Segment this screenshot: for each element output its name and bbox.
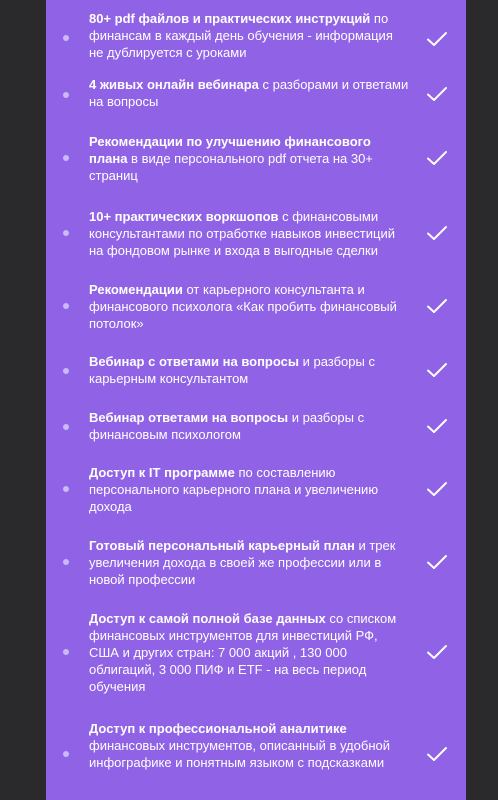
bullet-dot-icon — [63, 35, 69, 41]
bullet-dot-icon — [63, 303, 69, 309]
bullet-dot-icon — [63, 92, 69, 98]
feature-text: Рекомендации по улучшению финансового плана в виде персонального pdf отчета на 30+ страниц — [89, 134, 373, 183]
feature-text: 10+ практических воркшопов с финансовыми консультантами по отработке навыков инвестиций на фондовом рынке и входа в выгодные сделки — [89, 209, 395, 258]
checkmark-icon — [426, 31, 448, 47]
feature-text: Готовый персональный карьерный план и трек увеличения дохода в своей же профессии или в новой профессии — [89, 538, 396, 587]
checkmark-icon — [426, 481, 448, 497]
bullet-dot-icon — [63, 559, 69, 565]
checkmark-icon — [426, 86, 448, 102]
bullet-dot-icon — [63, 649, 69, 655]
feature-text: Доступ к самой полной базе данных со списком финансовых инструментов для инвестиций РФ, США и других стран: 7 000 акций , 130 000 облигаций, 3 000 ПИФ и ETF - на весь период обучения — [89, 611, 397, 694]
bullet-dot-icon — [63, 368, 69, 374]
checkmark-icon — [426, 554, 448, 570]
features-panel — [46, 0, 466, 800]
checkmark-icon — [426, 225, 448, 241]
bullet-dot-icon — [63, 424, 69, 430]
checkmark-icon — [426, 644, 448, 660]
feature-text: Вебинар с ответами на вопросы и разборы с карьерным консультантом — [89, 354, 375, 386]
checkmark-icon — [426, 746, 448, 762]
bullet-dot-icon — [63, 751, 69, 757]
bullet-dot-icon — [63, 155, 69, 161]
checkmark-icon — [426, 418, 448, 434]
feature-text: Вебинар ответами на вопросы и разборы с финансовым психологом — [89, 410, 365, 442]
feature-text: Доступ к профессиональной аналитике финансовых инструментов, описанный в удобной инфографике и понятным языком с подсказками — [89, 721, 390, 770]
checkmark-icon — [426, 150, 448, 166]
feature-text: 4 живых онлайн вебинара с разборами и ответами на вопросы — [89, 77, 409, 109]
bullet-dot-icon — [63, 486, 69, 492]
feature-text: Доступ к IT программе по составлению персонального карьерного плана и увеличению дохода — [89, 465, 379, 514]
feature-text: 80+ pdf файлов и практических инструкций по финансам в каждый день обучения - информация не дублируется с уроками — [89, 11, 393, 60]
feature-text: Рекомендации от карьерного консультанта и финансового психолога «Как пробить финансовый потолок» — [89, 282, 397, 331]
checkmark-icon — [426, 362, 448, 378]
bullet-dot-icon — [63, 230, 69, 236]
checkmark-icon — [426, 298, 448, 314]
